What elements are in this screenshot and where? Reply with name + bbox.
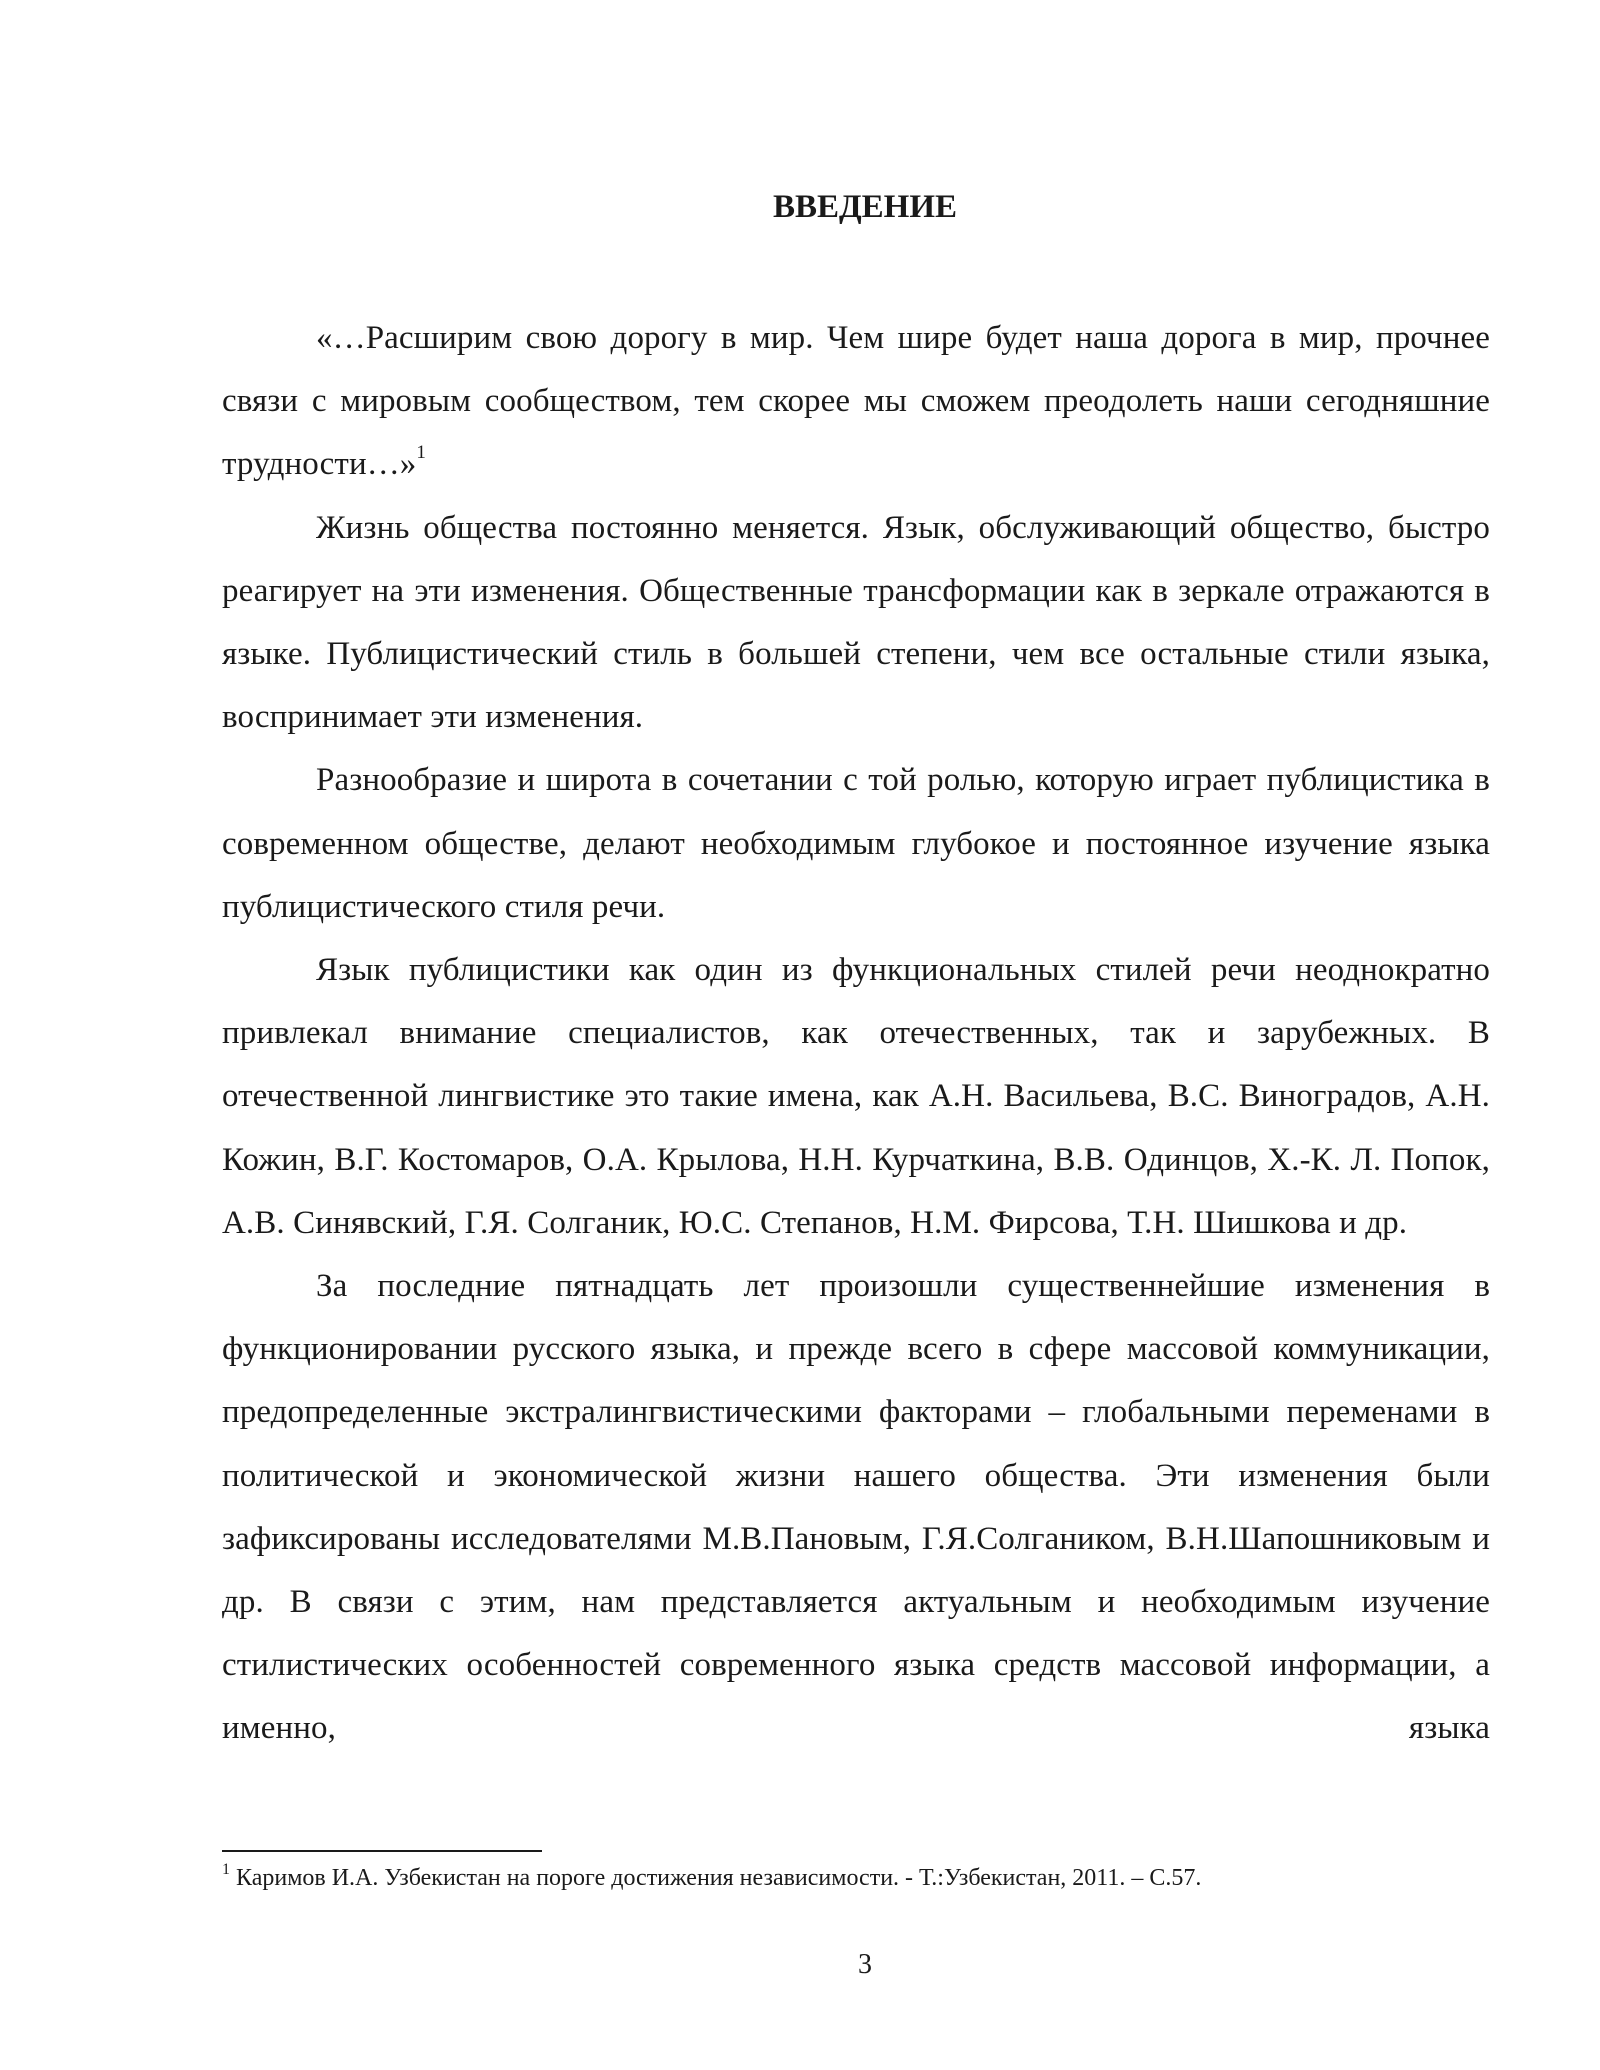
footnote-reference[interactable]: 1 <box>416 442 427 464</box>
body-text <box>222 307 1490 1761</box>
quote-text: «…Расширим свою дорогу в мир. Чем шире будет наша дорога в мир, прочнее связи с мировым сообществом, тем скорее мы сможем преодолеть наши сегодняшние трудности…» <box>222 320 1490 483</box>
page-title: ВВЕДЕНИЕ <box>772 189 958 225</box>
paragraph-4: Язык публицистики как один из функциональных стилей речи неоднократно привлекал внимание специалистов, как отечественных, так и зарубежных. В отечественной лингвистике это такие имена, как А.Н. Васильева, В.С. Виноградов, А.Н. Кожин, В.Г. Костомаров, О.А. Крылова, Н.Н. Курчаткина, В.В. Одинцов, Х.-К. Л. Попок, А.В. Синявский, Г.Я. Солганик, Ю.С. Степанов, Н.М. Фирсова, Т.Н. Шишкова и др. <box>222 952 1490 1241</box>
paragraph-3: Разнообразие и широта в сочетании с той ролью, которую играет публицистика в современном обществе, делают необходимым глубокое и постоянное изучение языка публицистического стиля речи. <box>222 762 1490 925</box>
footnote-number: 1 <box>222 1861 230 1878</box>
footnote-separator <box>222 1850 542 1852</box>
footnote <box>222 1862 1490 1894</box>
paragraph-5: За последние пятнадцать лет произошли существеннейшие изменения в функционировании русского языка, и прежде всего в сфере массовой коммуникации, предопределенные экстралингвистическими факторами – глобальными переменами в политической и экономической жизни нашего общества. Эти изменения были зафиксированы исследователями М.В.Пановым, Г.Я.Солгаником, В.Н.Шапошниковым и др. В связи с этим, нам представляется актуальным и необходимым изучение стилистических особенностей современного языка средств массовой информации, а именно, языка <box>222 1268 1490 1747</box>
paragraph-2: Жизнь общества постоянно меняется. Язык, обслуживающий общество, быстро реагирует на эти изменения. Общественные трансформации как в зеркале отражаются в языке. Публицистический стиль в большей степени, чем все остальные стили языка, воспринимает эти изменения. <box>222 509 1490 736</box>
paragraph-quote <box>222 307 1490 497</box>
footnote-text: Каримов И.А. Узбекистан на пороге достижения независимости. - Т.:Узбекистан, 2011. – С.57. <box>236 1865 1202 1891</box>
page-number: 3 <box>858 1949 872 1980</box>
